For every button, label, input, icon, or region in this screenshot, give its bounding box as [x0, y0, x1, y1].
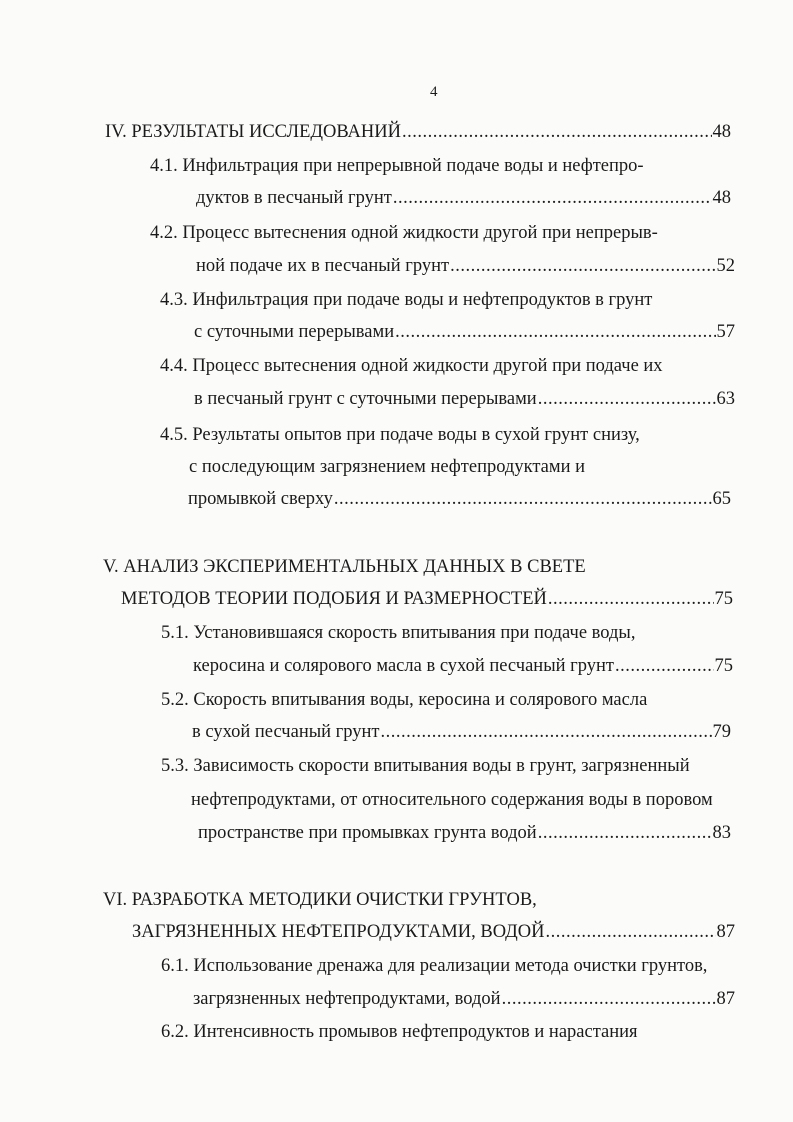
- toc-page: 52: [716, 256, 735, 276]
- toc-entry-5-2-line1: 5.2. Скорость впитывания воды, керосина и солярового масла: [161, 690, 648, 710]
- toc-leader: [545, 921, 715, 943]
- toc-entry-4-1[interactable]: [196, 187, 731, 209]
- toc-page: 75: [714, 589, 733, 609]
- toc-leader: [615, 655, 714, 677]
- toc-entry-4-4[interactable]: [194, 388, 735, 410]
- toc-title: промывкой сверху: [188, 489, 333, 509]
- toc-entry-chapter-5[interactable]: [121, 588, 733, 610]
- toc-leader: [402, 121, 712, 143]
- toc-entry-6-1-line1: 6.1. Использование дренажа для реализации метода очистки грунтов,: [161, 956, 708, 976]
- toc-leader: [548, 588, 714, 610]
- toc-page: 83: [712, 823, 731, 843]
- toc-entry-4-5[interactable]: [188, 488, 731, 510]
- toc-entry-4-3[interactable]: [194, 321, 735, 343]
- toc-page: 65: [712, 489, 731, 509]
- toc-title: загрязненных нефтепродуктами, водой: [193, 989, 501, 1009]
- toc-entry-chapter-6[interactable]: [132, 921, 735, 943]
- toc-leader: [334, 488, 712, 510]
- toc-entry-4-1-line1: 4.1. Инфильтрация при непрерывной подаче воды и нефтепро-: [150, 156, 644, 176]
- toc-leader: [538, 388, 716, 410]
- toc-entry-4-5-line1: 4.5. Результаты опытов при подаче воды в сухой грунт снизу,: [160, 425, 640, 445]
- toc-page: 87: [716, 989, 735, 1009]
- toc-entry-4-5-line2: с последующим загрязнением нефтепродуктами и: [189, 457, 585, 477]
- toc-page: 57: [716, 322, 735, 342]
- toc-entry-4-2[interactable]: [196, 255, 735, 277]
- page-number: 4: [430, 84, 438, 100]
- toc-title: керосина и солярового масла в сухой песчаный грунт: [193, 656, 614, 676]
- toc-entry-5-3-line2: нефтепродуктами, от относительного содержания воды в поровом: [191, 790, 713, 810]
- toc-leader: [450, 255, 715, 277]
- toc-title: пространстве при промывках грунта водой: [198, 823, 537, 843]
- toc-title: МЕТОДОВ ТЕОРИИ ПОДОБИЯ И РАЗМЕРНОСТЕЙ: [121, 589, 547, 609]
- toc-entry-chapter-5-line1: V. АНАЛИЗ ЭКСПЕРИМЕНТАЛЬНЫХ ДАННЫХ В СВЕТЕ: [103, 557, 586, 577]
- toc-leader: [538, 822, 712, 844]
- toc-page: 48: [712, 122, 731, 142]
- toc-entry-chapter-4[interactable]: [105, 121, 731, 143]
- toc-page: 75: [714, 656, 733, 676]
- toc-page: 79: [712, 722, 731, 742]
- toc-title: в сухой песчаный грунт: [192, 722, 380, 742]
- toc-entry-chapter-6-line1: VI. РАЗРАБОТКА МЕТОДИКИ ОЧИСТКИ ГРУНТОВ,: [103, 890, 537, 910]
- toc-entry-6-2-line1: 6.2. Интенсивность промывов нефтепродуктов и нарастания: [161, 1022, 638, 1042]
- toc-title: ной подаче их в песчаный грунт: [196, 256, 450, 276]
- toc-leader: [381, 721, 712, 743]
- toc-entry-5-1-line1: 5.1. Установившаяся скорость впитывания при подаче воды,: [161, 623, 636, 643]
- toc-entry-6-1[interactable]: [193, 988, 735, 1010]
- toc-entry-4-3-line1: 4.3. Инфильтрация при подаче воды и нефтепродуктов в грунт: [160, 290, 653, 310]
- toc-entry-5-1[interactable]: [193, 655, 733, 677]
- toc-entry-4-2-line1: 4.2. Процесс вытеснения одной жидкости другой при непрерыв-: [150, 223, 658, 243]
- toc-entry-5-3[interactable]: [198, 822, 731, 844]
- toc-leader: [502, 988, 716, 1010]
- toc-title: IV. РЕЗУЛЬТАТЫ ИССЛЕДОВАНИЙ: [105, 122, 401, 142]
- toc-title: с суточными перерывами: [194, 322, 395, 342]
- toc-page: 48: [712, 188, 731, 208]
- toc-title: ЗАГРЯЗНЕННЫХ НЕФТЕПРОДУКТАМИ, ВОДОЙ: [132, 922, 545, 942]
- toc-entry-5-3-line1: 5.3. Зависимость скорости впитывания воды в грунт, загрязненный: [161, 756, 690, 776]
- toc-leader: [393, 187, 712, 209]
- toc-page: 63: [716, 389, 735, 409]
- toc-title: в песчаный грунт с суточными перерывами: [194, 389, 537, 409]
- toc-title: дуктов в песчаный грунт: [196, 188, 392, 208]
- toc-leader: [395, 321, 715, 343]
- toc-entry-4-4-line1: 4.4. Процесс вытеснения одной жидкости другой при подаче их: [160, 356, 663, 376]
- toc-page: 87: [716, 922, 735, 942]
- toc-entry-5-2[interactable]: [192, 721, 731, 743]
